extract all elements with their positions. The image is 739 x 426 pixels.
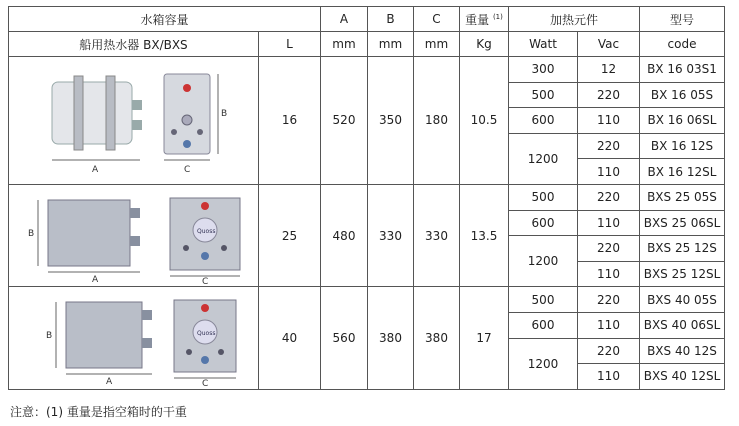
dim-c-cell: 330 xyxy=(414,184,460,286)
subheader-c-unit: mm xyxy=(414,32,460,57)
vac-cell: 110 xyxy=(578,312,640,338)
dim-c-label: C xyxy=(201,276,208,284)
header-row xyxy=(9,7,725,32)
dim-c-label: C xyxy=(201,379,208,387)
vac-cell: 110 xyxy=(578,159,640,185)
table-row xyxy=(9,57,725,83)
product-diagram-16l xyxy=(9,57,259,185)
subheader-weight-unit: Kg xyxy=(460,32,509,57)
header-heater: 加热元件 xyxy=(509,7,640,32)
watt-cell: 1200 xyxy=(509,236,578,287)
vac-cell: 220 xyxy=(578,82,640,108)
subheader-b-unit: mm xyxy=(368,32,414,57)
code-cell: BXS 25 05S xyxy=(640,184,725,210)
header-b: B xyxy=(368,7,414,32)
header-a: A xyxy=(321,7,368,32)
dim-a-cell: 520 xyxy=(321,57,368,185)
header-capacity: 水箱容量 xyxy=(9,7,321,32)
header-weight-label: 重量 xyxy=(465,12,490,27)
vac-cell: 12 xyxy=(578,57,640,83)
tank-diagram-40l xyxy=(14,290,254,386)
capacity-cell: 25 xyxy=(259,184,321,286)
code-cell: BXS 25 12SL xyxy=(640,261,725,287)
watt-cell: 600 xyxy=(509,312,578,338)
watt-cell: 1200 xyxy=(509,338,578,389)
dim-b-label: B xyxy=(27,228,34,239)
dim-c-cell: 180 xyxy=(414,57,460,185)
capacity-cell: 16 xyxy=(259,57,321,185)
weight-cell: 10.5 xyxy=(460,57,509,185)
watt-cell: 600 xyxy=(509,108,578,134)
vac-cell: 110 xyxy=(578,364,640,390)
brand-label: Quoss xyxy=(196,227,215,235)
vac-cell: 220 xyxy=(578,184,640,210)
code-cell: BXS 25 06SL xyxy=(640,210,725,236)
subheader-watt: Watt xyxy=(509,32,578,57)
code-cell: BXS 40 05S xyxy=(640,287,725,313)
watt-cell: 1200 xyxy=(509,133,578,184)
code-cell: BX 16 06SL xyxy=(640,108,725,134)
dim-c-cell: 380 xyxy=(414,287,460,389)
table-row xyxy=(9,184,725,210)
header-model: 型号 xyxy=(640,7,725,32)
vac-cell: 110 xyxy=(578,261,640,287)
code-cell: BXS 40 06SL xyxy=(640,312,725,338)
subheader-a-unit: mm xyxy=(321,32,368,57)
code-cell: BX 16 12S xyxy=(640,133,725,159)
vac-cell: 220 xyxy=(578,338,640,364)
tank-diagram-25l xyxy=(14,188,254,284)
weight-cell: 17 xyxy=(460,287,509,389)
code-cell: BXS 40 12SL xyxy=(640,364,725,390)
vac-cell: 220 xyxy=(578,236,640,262)
product-diagram-40l xyxy=(9,287,259,389)
code-cell: BXS 40 12S xyxy=(640,338,725,364)
product-diagram-25l xyxy=(9,184,259,286)
subheader-l: L xyxy=(259,32,321,57)
dim-a-label: A xyxy=(105,377,112,387)
subheader-vac: Vac xyxy=(578,32,640,57)
dim-c-label: C xyxy=(183,165,190,176)
header-weight xyxy=(460,7,509,32)
dim-b-label: B xyxy=(220,109,227,120)
dim-a-cell: 560 xyxy=(321,287,368,389)
watt-cell: 600 xyxy=(509,210,578,236)
vac-cell: 220 xyxy=(578,133,640,159)
dim-a-label: A xyxy=(91,165,98,176)
weight-cell: 13.5 xyxy=(460,184,509,286)
code-cell: BX 16 05S xyxy=(640,82,725,108)
code-cell: BX 16 12SL xyxy=(640,159,725,185)
dim-b-cell: 350 xyxy=(368,57,414,185)
tank-diagram-16l xyxy=(14,60,254,180)
watt-cell: 500 xyxy=(509,184,578,210)
dim-a-cell: 480 xyxy=(321,184,368,286)
footnote: 注意：(1) 重量是指空箱时的干重 xyxy=(10,405,187,419)
dim-a-label: A xyxy=(91,274,98,284)
vac-cell: 220 xyxy=(578,287,640,313)
capacity-cell: 40 xyxy=(259,287,321,389)
subheader-code: code xyxy=(640,32,725,57)
brand-label: Quoss xyxy=(196,330,215,338)
weight-note-marker: (1) xyxy=(492,12,503,21)
dim-b-cell: 380 xyxy=(368,287,414,389)
code-cell: BXS 25 12S xyxy=(640,236,725,262)
watt-cell: 500 xyxy=(509,287,578,313)
watt-cell: 500 xyxy=(509,82,578,108)
watt-cell: 300 xyxy=(509,57,578,83)
dim-b-label: B xyxy=(45,331,52,342)
dim-b-cell: 330 xyxy=(368,184,414,286)
spec-table xyxy=(8,6,725,390)
table-row xyxy=(9,287,725,313)
code-cell: BX 16 03S1 xyxy=(640,57,725,83)
header-c: C xyxy=(414,7,460,32)
subheader-product: 船用热水器 BX/BXS xyxy=(9,32,259,57)
vac-cell: 110 xyxy=(578,210,640,236)
subheader-row xyxy=(9,32,725,57)
vac-cell: 110 xyxy=(578,108,640,134)
